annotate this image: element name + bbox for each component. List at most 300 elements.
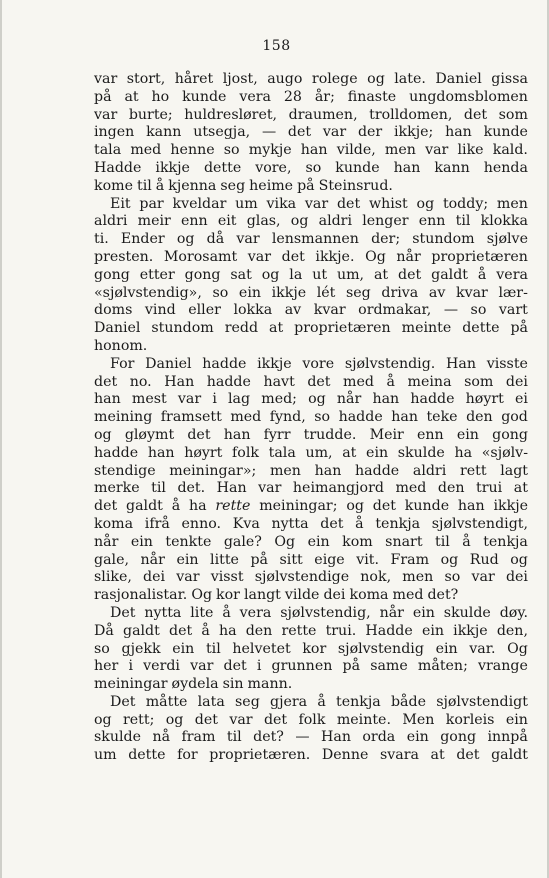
word: gong (184, 266, 221, 283)
word: og (261, 266, 280, 283)
word: proprietæren (431, 248, 528, 265)
word: var (471, 569, 495, 586)
text-line (94, 107, 528, 125)
word: å (317, 693, 326, 710)
word: sat (230, 266, 252, 283)
word: han (445, 124, 472, 141)
word: det (263, 711, 288, 728)
word: ein (176, 551, 199, 568)
word: i (212, 391, 217, 408)
word: vera (496, 266, 528, 283)
word: doms (94, 302, 133, 319)
word: var (425, 142, 449, 159)
word: nok, (360, 569, 392, 586)
word: um, (336, 266, 365, 283)
word: framsett (160, 409, 222, 426)
word: um, (305, 444, 333, 461)
word: til (151, 480, 166, 497)
word: like (457, 142, 484, 159)
word: hadde (206, 373, 251, 390)
word: Han (446, 355, 476, 372)
word: proprietæren. (209, 747, 311, 764)
text-line (94, 463, 528, 481)
word: dette (128, 747, 166, 764)
word: hadde (338, 409, 383, 426)
word: å (171, 498, 181, 515)
word: orda (362, 729, 396, 746)
word: han (94, 391, 121, 408)
word: sjølvstendigt, (431, 515, 528, 532)
word: galdt (126, 498, 163, 515)
word: ifrå (144, 515, 170, 532)
word: med (395, 480, 427, 497)
word: det (463, 106, 488, 123)
word: mann. (247, 676, 293, 693)
word: sin (222, 676, 244, 693)
word: han (457, 498, 485, 515)
word: meiningar»; (169, 462, 257, 479)
word: på (297, 177, 315, 194)
text-line (94, 302, 528, 320)
word: dei (323, 587, 346, 604)
word: gløymt (124, 426, 175, 443)
word: Daniel (94, 320, 141, 337)
word: og (290, 213, 309, 230)
word: kunde (182, 88, 227, 105)
word: Steinsrud. (318, 177, 393, 194)
word: so (305, 159, 322, 176)
word: det (94, 373, 118, 390)
text-line (94, 498, 528, 516)
word: dette (203, 159, 242, 176)
word: sitt (279, 551, 303, 568)
word: tenkja (375, 515, 421, 532)
text-line (94, 231, 528, 249)
word: ein (307, 533, 330, 550)
text-line (94, 196, 528, 214)
word: whist (368, 195, 408, 212)
word: gong (94, 266, 130, 283)
word: gong (440, 729, 477, 746)
word: ikkje (493, 498, 528, 515)
word: same (370, 658, 408, 675)
word: i (128, 658, 134, 675)
word: skulde (397, 444, 445, 461)
word: på (342, 658, 361, 675)
word: so (444, 569, 461, 586)
word: lenger (362, 213, 409, 230)
text-line (94, 89, 528, 107)
word: henda (483, 159, 528, 176)
word: men (384, 142, 416, 159)
word: kann (434, 159, 470, 176)
word: med (130, 142, 162, 159)
word: fynd, (269, 409, 306, 426)
page-number: 158 (262, 38, 291, 54)
word: vilde (284, 587, 320, 604)
word: redd (224, 320, 259, 337)
word: Eit (110, 195, 131, 212)
word: kor (302, 640, 327, 657)
word: vika (266, 195, 297, 212)
word: Daniel (145, 355, 192, 372)
word: Han (164, 373, 195, 390)
word: kjenna (168, 177, 217, 194)
word: han (147, 444, 175, 461)
word: var (94, 106, 118, 123)
word: ho (151, 88, 170, 105)
word: heime (249, 177, 294, 194)
word: tala (268, 444, 296, 461)
word: late. (394, 71, 426, 87)
word: ungdomsblomen (409, 88, 528, 105)
word: enn (418, 213, 446, 230)
word: når (396, 248, 421, 265)
word: mest (131, 391, 167, 408)
word: so (470, 302, 487, 319)
word: kom (342, 533, 373, 550)
word: med (343, 373, 374, 390)
word: døy. (499, 604, 528, 621)
word: rett; (123, 711, 155, 728)
word: snart (385, 533, 423, 550)
word: «sjølv- (481, 444, 528, 461)
word: Det (110, 604, 136, 621)
word: skulde (94, 729, 142, 746)
text-line (94, 694, 528, 712)
word: eige (314, 551, 345, 568)
word: gong (492, 426, 528, 443)
word: proprietæren (294, 320, 391, 337)
word: kvar (313, 302, 346, 319)
word: lag (228, 391, 251, 408)
text-line (94, 409, 528, 427)
word: og (440, 551, 459, 568)
word: han (300, 142, 328, 159)
word: meiningar (94, 676, 168, 693)
word: på (510, 320, 528, 337)
word: hadde (202, 355, 247, 372)
word: rette (215, 498, 251, 515)
word: til (226, 729, 242, 746)
word: mykje (248, 142, 292, 159)
word: den (245, 622, 273, 639)
word: rolege (311, 71, 358, 87)
word: ut (312, 266, 328, 283)
word: grunnen (271, 658, 333, 675)
text-line (94, 641, 528, 659)
body-text (94, 71, 528, 765)
word: so (212, 284, 229, 301)
word: draumen, (288, 106, 358, 123)
text-line (94, 480, 528, 498)
word: det (456, 747, 480, 764)
word: «sjølvstendig», (94, 284, 202, 301)
text-line (94, 356, 528, 374)
word: par (139, 195, 164, 212)
word: håret (174, 71, 214, 87)
word: å (462, 533, 471, 550)
text-line (94, 552, 528, 570)
word: seg (346, 284, 371, 301)
word: her (94, 658, 119, 675)
word: som (498, 106, 528, 123)
text-line (94, 729, 528, 747)
word: men (269, 462, 301, 479)
text-line (94, 391, 528, 409)
word: la (289, 266, 303, 283)
word: var. (469, 640, 496, 657)
word: Og (191, 587, 213, 604)
word: merke (94, 480, 140, 497)
word: ein (238, 284, 261, 301)
word: vore (302, 355, 335, 372)
text-line (94, 534, 528, 552)
text-line (94, 712, 528, 730)
word: — (261, 124, 277, 141)
word: var (190, 658, 214, 675)
word: lét (316, 284, 336, 301)
word: svara (379, 747, 419, 764)
word: det (398, 266, 422, 283)
word: det? (427, 587, 459, 604)
word: meinte (401, 320, 452, 337)
word: Denne (321, 747, 369, 764)
word: ljost, (222, 71, 258, 87)
word: glas, (246, 213, 281, 230)
word: tenkja (483, 533, 528, 550)
word: ikkje (453, 622, 488, 639)
text-line (94, 213, 528, 231)
word: meinte. (336, 711, 391, 728)
word: god (501, 409, 528, 426)
word: gissa (491, 71, 528, 87)
word: det. (177, 480, 206, 497)
word: Fram (390, 551, 430, 568)
word: vore, (255, 159, 292, 176)
word: visst (210, 569, 244, 586)
word: at (373, 266, 389, 283)
word: på (250, 551, 268, 568)
word: han (393, 159, 421, 176)
word: den, (496, 622, 528, 639)
word: då (206, 231, 225, 248)
word: finaste (347, 88, 397, 105)
word: sjølve (486, 231, 528, 248)
word: å (386, 373, 395, 390)
word: ein (366, 444, 389, 461)
word: i (256, 658, 262, 675)
word: trui. (325, 622, 357, 639)
word: ikkje (271, 284, 307, 301)
word: lensmannen (271, 231, 359, 248)
word: både (390, 693, 426, 710)
word: rasjonalistar. (94, 587, 188, 604)
word: det (320, 515, 344, 532)
word: å (201, 622, 210, 639)
word: når (140, 551, 165, 568)
word: med; (261, 391, 297, 408)
word: lær- (498, 284, 528, 301)
word: koma (349, 587, 389, 604)
word: ein (130, 533, 153, 550)
word: å (222, 604, 231, 621)
text-line (94, 623, 528, 641)
word: Og (274, 533, 296, 550)
word: øydela (171, 676, 219, 693)
word: det (194, 711, 218, 728)
word: vind (144, 302, 176, 319)
word: Rud (469, 551, 499, 568)
word: skulde (443, 604, 491, 621)
word: på (94, 88, 112, 105)
word: kann (146, 124, 182, 141)
word: utsegja, (193, 124, 251, 141)
word: det (187, 426, 211, 443)
word: rette (281, 622, 317, 639)
word: ein (505, 711, 528, 728)
word: men (402, 569, 434, 586)
word: sjølvstendig (337, 640, 424, 657)
word: ein (456, 426, 479, 443)
word: var (258, 480, 282, 497)
word: det (287, 124, 312, 141)
word: aldri (318, 213, 353, 230)
word: og (94, 426, 112, 443)
word: nå (152, 729, 171, 746)
word: meir (137, 213, 171, 230)
word: var (229, 711, 253, 728)
word: og (94, 711, 112, 728)
word: hadde (355, 462, 400, 479)
word: ei (515, 391, 528, 408)
word: ein (421, 622, 445, 639)
word: var (176, 569, 200, 586)
word: enno. (181, 515, 222, 532)
word: sjølvstendig, (280, 604, 371, 621)
word: til (137, 177, 152, 194)
word: dei (505, 569, 528, 586)
word: Og (507, 640, 528, 657)
word: kunde (335, 159, 380, 176)
word: med (230, 409, 262, 426)
word: å (155, 177, 165, 194)
word: det (281, 248, 305, 265)
word: gjera (270, 693, 308, 710)
word: um (94, 747, 117, 764)
word: sjølvstendig. (344, 355, 436, 372)
word: dei (505, 373, 528, 390)
word: Han (216, 480, 247, 497)
word: når (336, 391, 362, 408)
word: tenkja (336, 693, 381, 710)
text-line (94, 569, 528, 587)
word: gale? (223, 533, 262, 550)
word: stundom (412, 231, 475, 248)
word: dei (143, 569, 166, 586)
word: folk (298, 711, 326, 728)
word: Daniel (435, 71, 482, 87)
word: enn (180, 213, 208, 230)
word: måten; (417, 658, 468, 675)
word: å (355, 515, 364, 532)
word: For (110, 355, 135, 372)
word: langt (243, 587, 281, 604)
word: måtte (145, 693, 188, 710)
word: trolldomen, (369, 106, 453, 123)
word: helvetet (232, 640, 291, 657)
word: var (177, 391, 202, 408)
word: å (477, 266, 487, 283)
word: år; (314, 88, 335, 105)
word: og (510, 551, 528, 568)
text-line (94, 160, 528, 178)
word: kveldar (172, 195, 227, 212)
word: lokka (233, 302, 273, 319)
word: og (346, 498, 364, 515)
word: Morosamt (163, 248, 238, 265)
word: burte; (128, 106, 173, 123)
word: stundom (151, 320, 214, 337)
word: rett (459, 462, 487, 479)
word: når (379, 604, 404, 621)
word: augo (267, 71, 303, 87)
word: ikkje (155, 159, 190, 176)
word: og (165, 711, 184, 728)
word: — (443, 302, 458, 319)
word: høyrt (465, 391, 504, 408)
text-line (94, 338, 528, 356)
word: tenkte (165, 533, 212, 550)
word: til (455, 213, 471, 230)
word: Ender (120, 231, 165, 248)
word: ein (406, 729, 429, 746)
word: var (322, 124, 347, 141)
word: litte (210, 551, 239, 568)
word: meiningar; (259, 498, 338, 515)
word: han (314, 462, 342, 479)
word: kor (216, 587, 240, 604)
word: kunde (483, 124, 528, 141)
word: ha (454, 444, 473, 461)
word: ti. (94, 231, 109, 248)
text-line (94, 676, 528, 694)
word: ikkje. (315, 248, 355, 265)
word: ein (172, 640, 195, 657)
word: Då (94, 622, 114, 639)
word: verdi (143, 658, 180, 675)
word: vera (239, 604, 272, 621)
word: ingen (94, 124, 135, 141)
word: hadde (410, 391, 455, 408)
word: 28 (283, 88, 302, 105)
word: for (177, 747, 198, 764)
word: henne (170, 142, 215, 159)
word: gale, (94, 551, 129, 568)
text-line (94, 285, 528, 303)
word: heimangjord (292, 480, 384, 497)
word: slike, (94, 569, 132, 586)
word: ikkje (257, 355, 292, 372)
word: at (342, 444, 357, 461)
word: at (269, 320, 284, 337)
word: kvar (455, 284, 488, 301)
word: av (284, 302, 302, 319)
word: vit. (356, 551, 380, 568)
word: hadde (94, 444, 139, 461)
text-line (94, 249, 528, 267)
word: den (437, 480, 465, 497)
